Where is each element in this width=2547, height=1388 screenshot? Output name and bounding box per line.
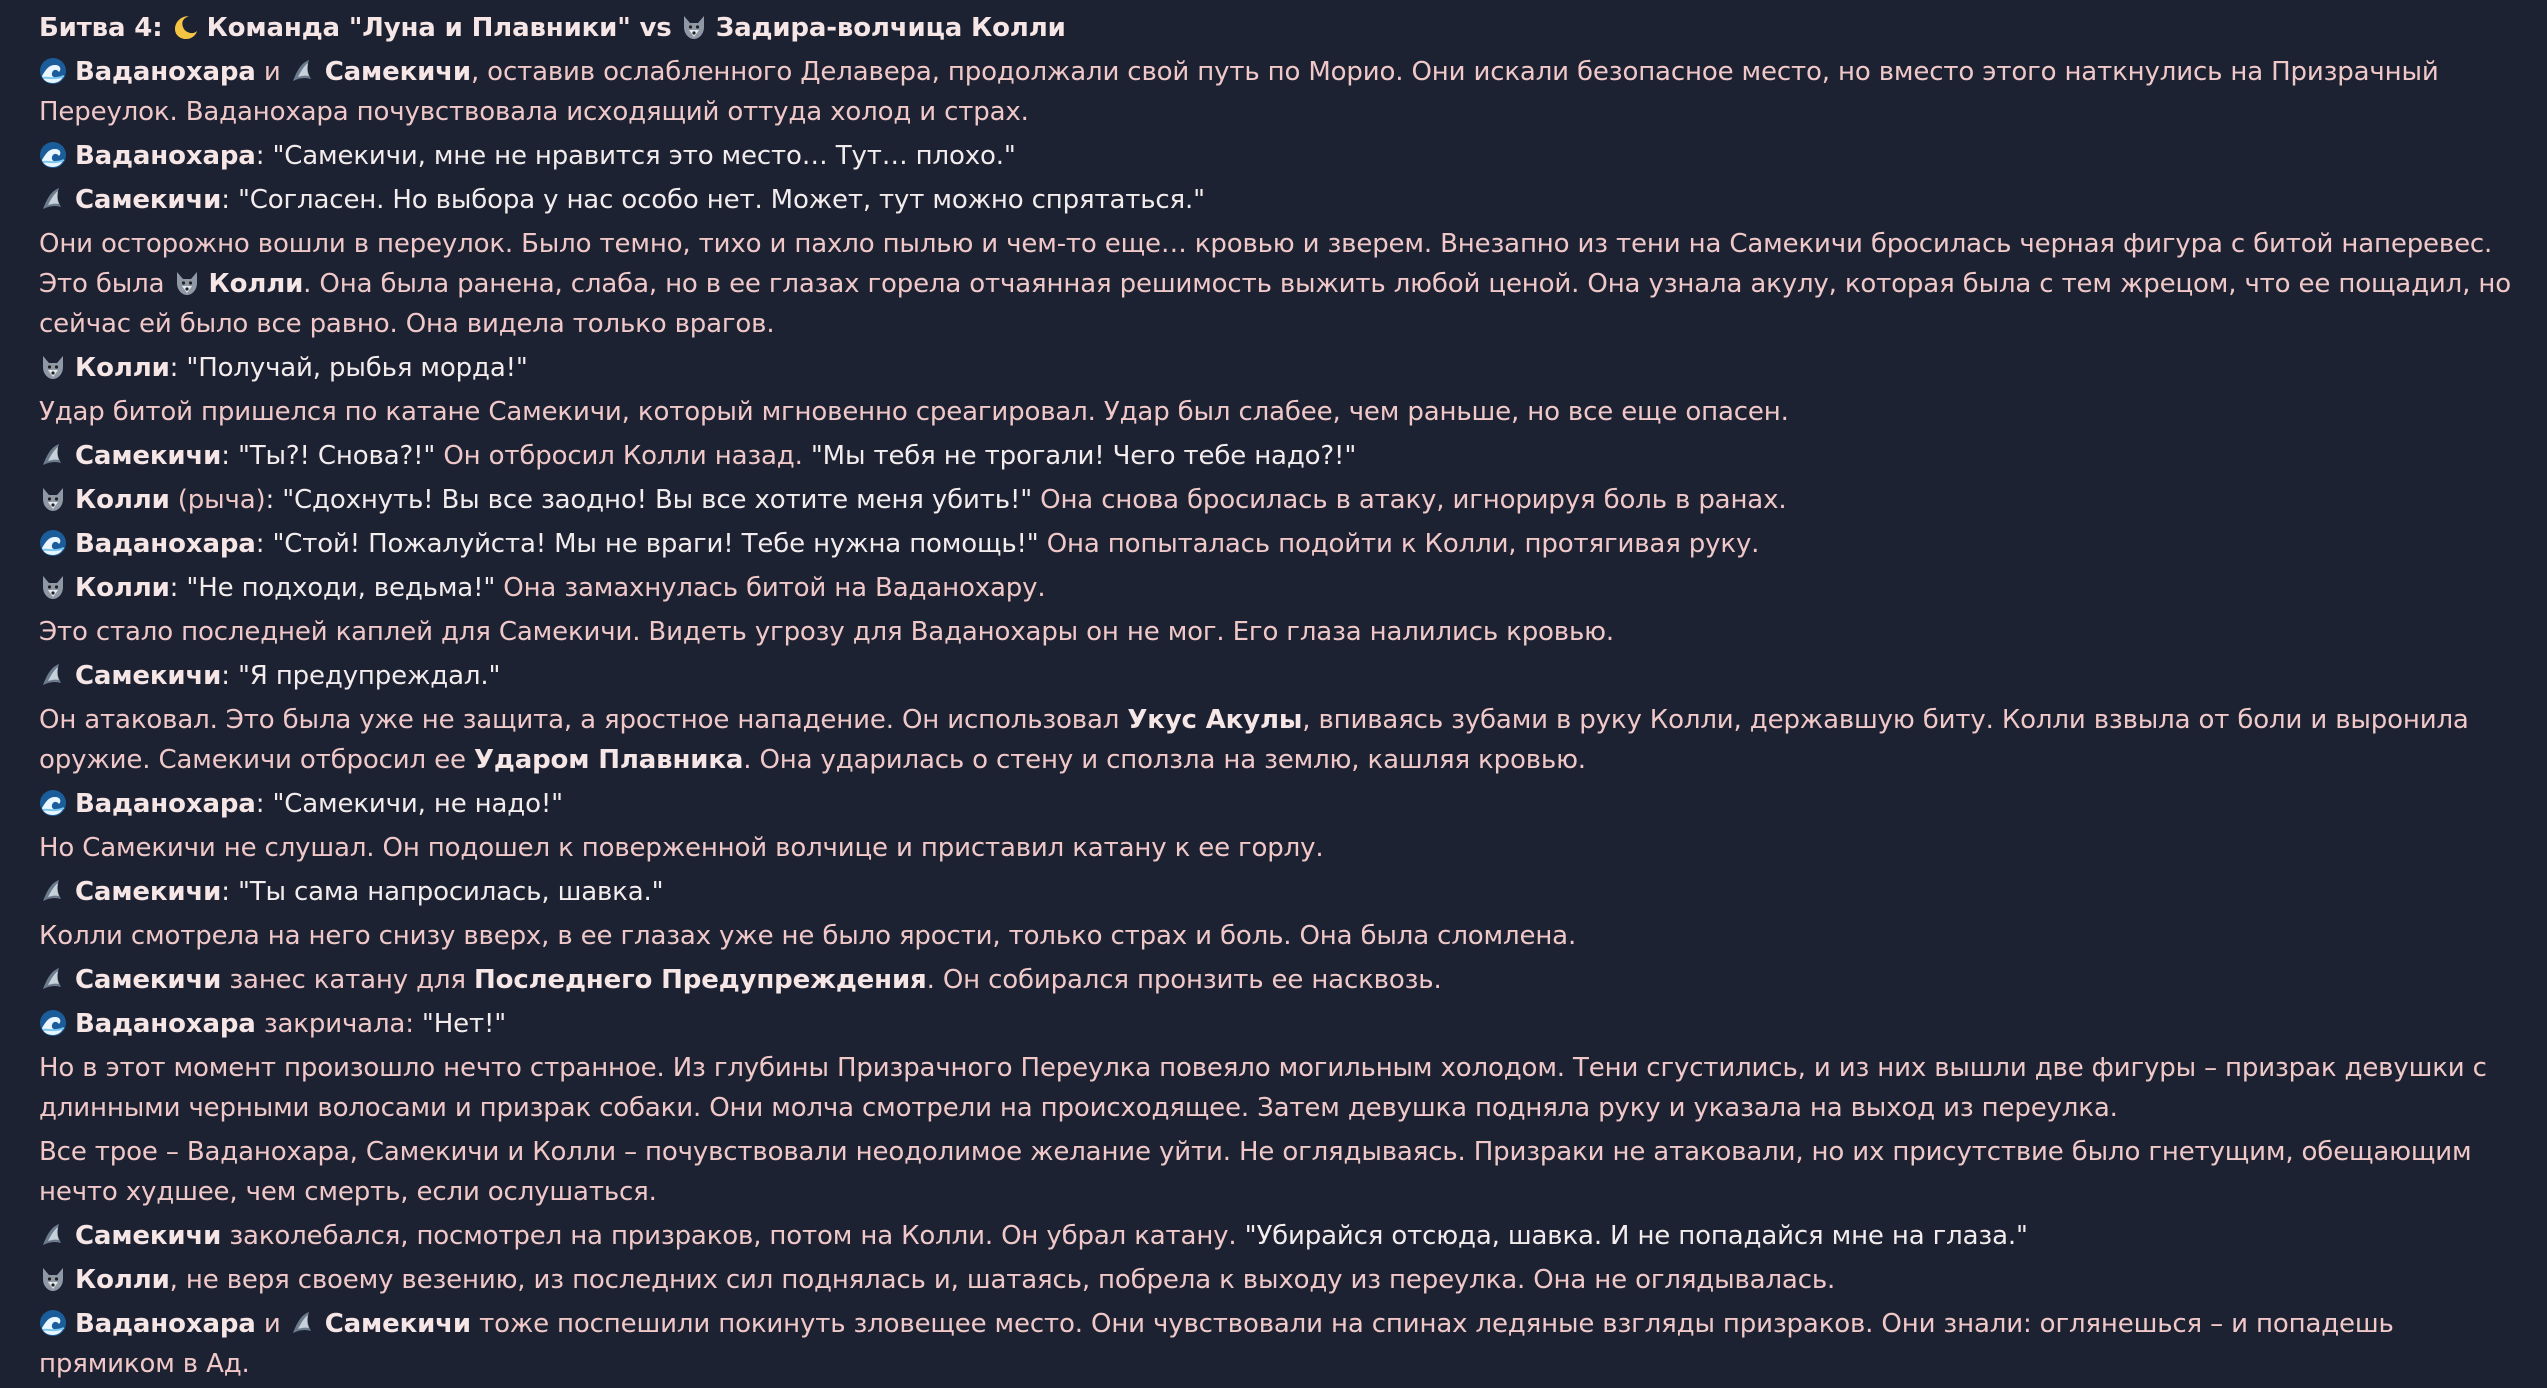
story-paragraph xyxy=(39,828,2519,868)
story-paragraph xyxy=(39,524,2519,564)
bold-text: Ваданохара xyxy=(75,1309,256,1339)
shark-icon xyxy=(39,661,67,689)
narration-text: , не веря своему везению, из последних сил поднялась и, шатаясь, побрела к выходу из переулка. Она не оглядывалась. xyxy=(169,1265,1836,1295)
dialogue-text: : "Не подходи, ведьма!" xyxy=(169,573,496,603)
wave-icon xyxy=(39,1009,67,1037)
bold-text: Самекичи xyxy=(324,1309,471,1339)
narration-text: и xyxy=(255,57,289,87)
battle-title xyxy=(39,8,2519,48)
narration-text: . Она была ранена, слаба, но в ее глазах горела отчаянная решимость выжить любой ценой. Она узнала акулу, которая была с тем жрецом, что ее пощадил, но сейчас ей было все равно. Она видела только врагов. xyxy=(39,269,2511,339)
story-paragraph xyxy=(39,1132,2519,1212)
bold-text: Самекичи xyxy=(324,57,471,87)
shark-icon xyxy=(39,185,67,213)
shark-icon xyxy=(39,1221,67,1249)
bold-text: Самекичи xyxy=(75,441,222,471)
story-document xyxy=(39,8,2519,1388)
narration-text: . Он собирался пронзить ее насквозь. xyxy=(926,965,1442,995)
shark-icon xyxy=(39,877,67,905)
enemy-name: Задира-волчица Колли xyxy=(715,13,1066,43)
narration-text: , оставив ослабленного Делавера, продолжали свой путь по Морио. Они искали безопасное место, но вместо этого наткнулись на Призрачный Переулок. Ваданохара почувствовала исходящий оттуда холод и страх. xyxy=(39,57,2439,127)
story-paragraph xyxy=(39,1260,2519,1300)
narration-text: закричала: xyxy=(255,1009,422,1039)
wolf-icon xyxy=(39,1265,67,1293)
story-paragraph xyxy=(39,700,2519,780)
story-paragraph xyxy=(39,480,2519,520)
crescent-moon-icon xyxy=(171,13,199,41)
team-name: Команда "Луна и Плавники" vs xyxy=(206,13,672,43)
wave-icon xyxy=(39,789,67,817)
story-paragraph xyxy=(39,1216,2519,1256)
wave-icon xyxy=(39,1309,67,1337)
narration-text: Она снова бросилась в атаку, игнорируя боль в ранах. xyxy=(1032,485,1787,515)
dialogue-text: : "Я предупреждал." xyxy=(221,661,501,691)
bold-text: Колли xyxy=(75,485,170,515)
story-paragraph xyxy=(39,960,2519,1000)
wolf-icon xyxy=(173,269,201,297)
dialogue-text: : "Ты?! Снова?!" xyxy=(221,441,436,471)
narration-text: Они осторожно вошли в переулок. Было темно, тихо и пахло пылью и чем-то еще… кровью и зверем. Внезапно из тени на Самекичи бросилась черная фигура с битой наперевес. Это была xyxy=(39,229,2493,299)
narration-text: Это стало последней каплей для Самекичи. Видеть угрозу для Ваданохары он не мог. Его глаза налились кровью. xyxy=(39,617,1615,647)
story-paragraph xyxy=(39,136,2519,176)
narration-text: Он атаковал. Это была уже не защита, а яростное нападение. Он использовал xyxy=(39,705,1128,735)
dialogue-text: : "Сдохнуть! Вы все заодно! Вы все хотите меня убить!" xyxy=(265,485,1033,515)
dialogue-text: : "Ты сама напросилась, шавка." xyxy=(221,877,664,907)
story-paragraph xyxy=(39,656,2519,696)
narration-text: занес катану для xyxy=(221,965,474,995)
bold-text: Колли xyxy=(75,573,170,603)
story-paragraph xyxy=(39,436,2519,476)
story-paragraph xyxy=(39,612,2519,652)
narration-text: , впиваясь зубами в руку Колли, державшую биту. Колли взвыла от боли и выронила оружие. Самекичи отбросил ее xyxy=(39,705,2469,775)
narration-text: Но в этот момент произошло нечто странное. Из глубины Призрачного Переулка повеяло могильным холодом. Тени сгустились, и из них вышли две фигуры – призрак девушки с длинными черными волосами и призрак собаки. Они молча смотрели на происходящее. Затем девушка подняла руку и указала на выход из переулка. xyxy=(39,1053,2487,1123)
bold-text: Самекичи xyxy=(75,661,222,691)
dialogue-text: : "Стой! Пожалуйста! Мы не враги! Тебе нужна помощь!" xyxy=(255,529,1039,559)
bold-text: Колли xyxy=(208,269,304,299)
story-paragraph xyxy=(39,348,2519,388)
narration-text: заколебался, посмотрел на призраков, потом на Колли. Он убрал катану. xyxy=(221,1221,1245,1251)
bold-text: Последнего Предупреждения xyxy=(474,965,927,995)
bold-text: Колли xyxy=(75,1265,170,1295)
bold-text: Самекичи xyxy=(75,1221,222,1251)
wolf-icon xyxy=(39,353,67,381)
narration-text: . Она ударилась о стену и сползла на землю, кашляя кровью. xyxy=(743,745,1586,775)
bold-text: Колли xyxy=(75,353,170,383)
narration-text: Она попыталась подойти к Колли, протягивая руку. xyxy=(1038,529,1760,559)
bold-text: Ваданохара xyxy=(75,789,256,819)
wolf-icon xyxy=(39,573,67,601)
story-paragraphs xyxy=(39,52,2519,1384)
story-paragraph xyxy=(39,52,2519,132)
dialogue-text: "Нет!" xyxy=(421,1009,507,1039)
wave-icon xyxy=(39,141,67,169)
bold-text: Ударом Плавника xyxy=(473,745,744,775)
story-paragraph xyxy=(39,1304,2519,1384)
story-paragraph xyxy=(39,1004,2519,1044)
bold-text: Ваданохара xyxy=(75,141,256,171)
shark-icon xyxy=(39,441,67,469)
narration-text: Удар битой пришелся по катане Самекичи, который мгновенно среагировал. Удар был слабее, чем раньше, но все еще опасен. xyxy=(39,397,1789,427)
story-paragraph xyxy=(39,784,2519,824)
story-paragraph xyxy=(39,180,2519,220)
dialogue-text: "Мы тебя не трогали! Чего тебе надо?!" xyxy=(810,441,1357,471)
shark-icon xyxy=(39,965,67,993)
story-paragraph xyxy=(39,224,2519,344)
shark-icon xyxy=(289,57,317,85)
bold-text: Самекичи xyxy=(75,185,222,215)
narration-text: тоже поспешили покинуть зловещее место. Они чувствовали на спинах ледяные взгляды призраков. Они знали: оглянешься – и попадешь прямиком в Ад. xyxy=(39,1309,2394,1379)
story-paragraph xyxy=(39,1048,2519,1128)
narration-text: Он отбросил Колли назад. xyxy=(435,441,811,471)
dialogue-text: : "Получай, рыбья морда!" xyxy=(169,353,528,383)
narration-text: Колли смотрела на него снизу вверх, в ее глазах уже не было ярости, только страх и боль. Она была сломлена. xyxy=(39,921,1577,951)
wave-icon xyxy=(39,529,67,557)
bold-text: Укус Акулы xyxy=(1127,705,1303,735)
story-paragraph xyxy=(39,916,2519,956)
narration-text: Но Самекичи не слушал. Он подошел к поверженной волчице и приставил катану к ее горлу. xyxy=(39,833,1324,863)
bold-text: Самекичи xyxy=(75,877,222,907)
wave-icon xyxy=(39,57,67,85)
narration-text: Все трое – Ваданохара, Самекичи и Колли – почувствовали неодолимое желание уйти. Не оглядываясь. Призраки не атаковали, но их присутствие было гнетущим, обещающим нечто худшее, чем смерть, если ослушаться. xyxy=(39,1137,2472,1207)
shark-icon xyxy=(289,1309,317,1337)
wolf-icon xyxy=(39,485,67,513)
story-paragraph xyxy=(39,392,2519,432)
narration-text: Она замахнулась битой на Ваданохару. xyxy=(495,573,1046,603)
battle-number: Битва 4: xyxy=(39,13,163,43)
story-paragraph xyxy=(39,568,2519,608)
narration-text: (рыча) xyxy=(169,485,266,515)
dialogue-text: : "Согласен. Но выбора у нас особо нет. Может, тут можно спрятаться." xyxy=(221,185,1205,215)
bold-text: Ваданохара xyxy=(75,57,256,87)
narration-text: и xyxy=(255,1309,289,1339)
wolf-icon xyxy=(680,13,708,41)
dialogue-text: : "Самекичи, не надо!" xyxy=(255,789,563,819)
bold-text: Ваданохара xyxy=(75,529,256,559)
bold-text: Самекичи xyxy=(75,965,222,995)
dialogue-text: "Убирайся отсюда, шавка. И не попадайся мне на глаза." xyxy=(1244,1221,2028,1251)
story-paragraph xyxy=(39,872,2519,912)
bold-text: Ваданохара xyxy=(75,1009,256,1039)
dialogue-text: : "Самекичи, мне не нравится это место… Тут… плохо." xyxy=(255,141,1016,171)
